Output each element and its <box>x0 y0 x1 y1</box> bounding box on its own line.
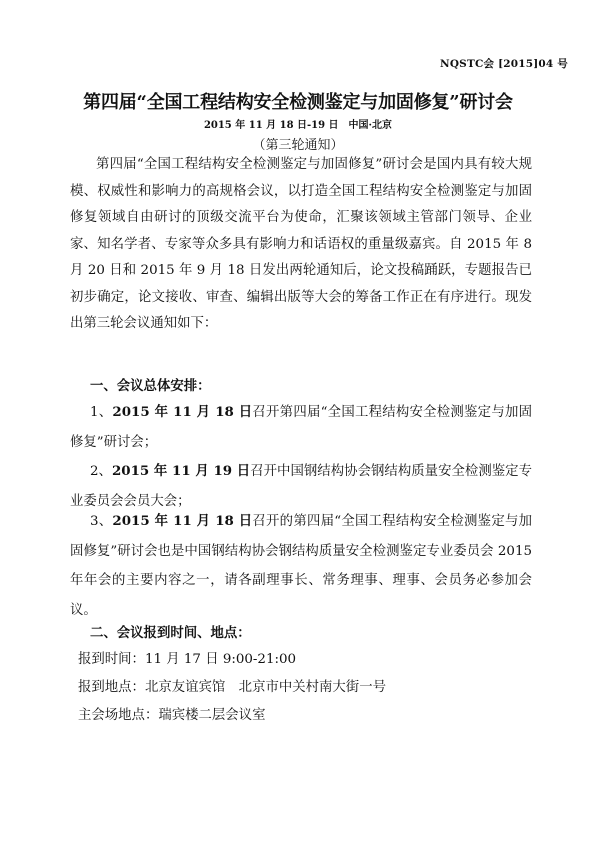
intro-paragraph: 第四届“全国工程结构安全检测鉴定与加固修复”研讨会是国内具有较大规模、权威性和影响力的高规格会议，以打造全国工程结构安全检测鉴定与加固修复领域自由研讨的顶级交流平台为使命，汇聚该领域主管部门领导、企业家、知名学者、专家等众多具有影响力和话语权的重量级嘉宾。自 2015 年 8 月 20 日和 2015 年 9 月 18 日发出两轮通知后，论文投稿踊跃，专题报告已初步确定，论文接收、审查、编辑出版等大会的筹备工作正在有序进行。现发出第三轮会议通知如下： <box>70 157 532 331</box>
item-text: 召开的第四届“全国工程结构安全检测鉴定与加固修复”研讨会也是中国钢结构协会钢结构质量安全检测鉴定专业委员会 2015 年年会的主要内容之一，请各副理事长、常务理事、理事、会员务必参加会议。 <box>70 514 532 618</box>
document-title: 第四届“全国工程结构安全检测鉴定与加固修复”研讨会 <box>83 92 513 113</box>
registration-location: 报到地点：北京友谊宾馆 北京市中关村南大街一号 <box>78 680 386 695</box>
round-notice-label: （第三轮通知） <box>252 138 344 153</box>
arrangement-item-1 <box>70 398 532 457</box>
arrangement-item-3 <box>70 507 532 625</box>
item-number: 3、 <box>90 514 113 529</box>
item-text: 召开第四届“全国工程结构安全检测鉴定与加固修复”研讨会； <box>70 405 532 450</box>
item-date: 2015 年 11 月 18 日 <box>112 404 253 420</box>
item-date: 2015 年 11 月 19 日 <box>111 463 251 479</box>
date-location-line: 2015 年 11 月 18 日-19 日 中国·北京 <box>203 120 393 131</box>
item-text: 召开中国钢结构协会钢结构质量安全检测鉴定专业委员会会员大会； <box>70 464 532 509</box>
registration-time: 报到时间：11 月 17 日 9:00-21:00 <box>78 652 297 667</box>
section-heading-registration: 二、会议报到时间、地点： <box>90 625 251 641</box>
document-number: NQSTC会 [2015]04 号 <box>440 58 568 70</box>
item-date: 2015 年 11 月 18 日 <box>112 513 253 529</box>
section-heading-arrangement: 一、会议总体安排： <box>90 378 211 394</box>
item-number: 1、 <box>90 405 113 420</box>
item-number: 2、 <box>90 464 112 479</box>
main-venue: 主会场地点：瑞宾楼二层会议室 <box>78 708 266 723</box>
